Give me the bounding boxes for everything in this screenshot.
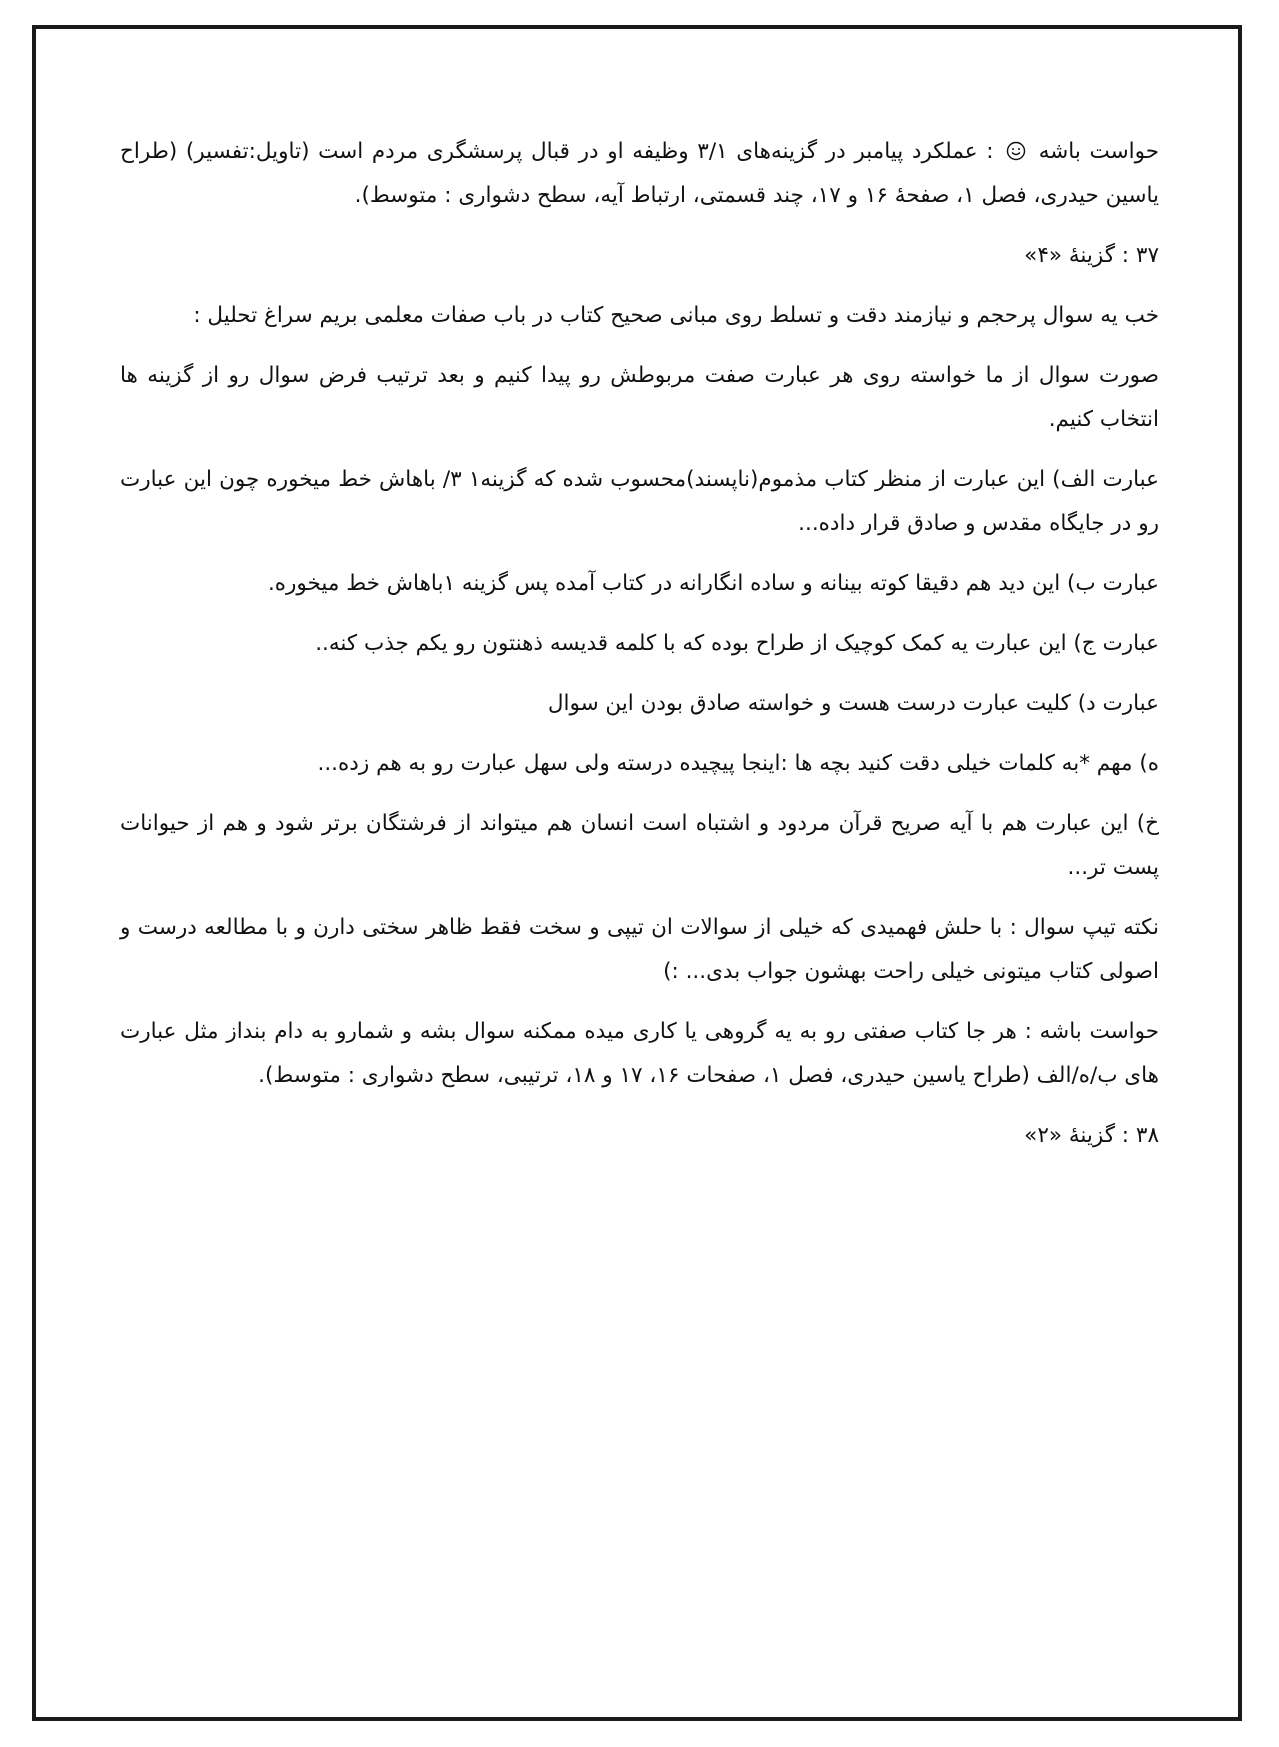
paragraph-intro: خب یه سوال پرحجم و نیازمند دقت و تسلط روی مبانی صحیح کتاب در باب صفات معلمی بریم سراغ تحلیل :	[193, 303, 1159, 328]
smiley-icon	[1006, 141, 1026, 161]
paragraph-statement-jim: عبارت ج) این عبارت یه کمک کوچیک از طراح بوده که با کلمه قدیسه ذهنتون رو یکم جذب کنه..	[315, 631, 1159, 656]
paragraph-note-1-body: : عملکرد پیامبر در گزینه‌های ۳/۱ وظیفه او در قبال پرسشگری مردم است (تاویل:تفسیر) (طراح یاسین حیدری، فصل ۱، صفحهٔ ۱۶ و ۱۷، چند قسمتی، ارتباط آیه، سطح دشواری : متوسط).	[120, 139, 1159, 208]
document-body	[120, 130, 1159, 1174]
paragraph-statement-dal: عبارت د) کلیت عبارت درست هست و خواسته صادق بودن این سوال	[547, 691, 1159, 716]
paragraph-note-2: حواست باشه : هر جا کتاب صفتی رو به یه گروهی یا کاری میده ممکنه سوال بشه و شمارو به دام بنداز مثل عبارت های ب/ه/الف (طراح یاسین حیدری، فصل ۱، صفحات ۱۶، ۱۷ و ۱۸، ترتیبی، سطح دشواری : متوسط).	[120, 1019, 1159, 1088]
paragraph-tip: نکته تیپ سوال : با حلش فهمیدی که خیلی از سوالات ان تیپی و سخت فقط ظاهر سختی دارن و با مطالعه درست و اصولی کتاب میتونی خیلی راحت بهشون جواب بدی... :)	[120, 915, 1159, 984]
paragraph-statement-he: ه) مهم *به کلمات خیلی دقت کنید بچه ها :اینجا پیچیده درسته ولی سهل عبارت رو به هم زده...	[317, 751, 1159, 776]
paragraph-statement-alef: عبارت الف) این عبارت از منظر کتاب مذموم(ناپسند)محسوب شده که گزینه۱ ۳/ باهاش خط میخوره چون این عبارت رو در جایگاه مقدس و صادق قرار داده...	[120, 467, 1159, 536]
paragraph-question-form: صورت سوال از ما خواسته روی هر عبارت صفت مربوطش رو پیدا کنیم و بعد ترتیب فرض سوال رو از گزینه ها انتخاب کنیم.	[120, 363, 1159, 432]
answer-38: ۳۸ : گزینهٔ «۲»	[1024, 1123, 1159, 1148]
answer-37: ۳۷ : گزینهٔ «۴»	[1024, 243, 1159, 268]
paragraph-statement-be: عبارت ب) این دید هم دقیقا کوته بینانه و ساده انگارانه در کتاب آمده پس گزینه ۱باهاش خط میخوره.	[267, 571, 1159, 596]
paragraph-note-1	[120, 130, 1159, 218]
paragraph-statement-khe: خ) این عبارت هم با آیه صریح قرآن مردود و اشتباه است انسان هم میتواند از فرشتگان برتر شود و هم از حیوانات پست تر...	[120, 811, 1159, 880]
paragraph-note-1-lead: حواست باشه	[1038, 139, 1159, 164]
